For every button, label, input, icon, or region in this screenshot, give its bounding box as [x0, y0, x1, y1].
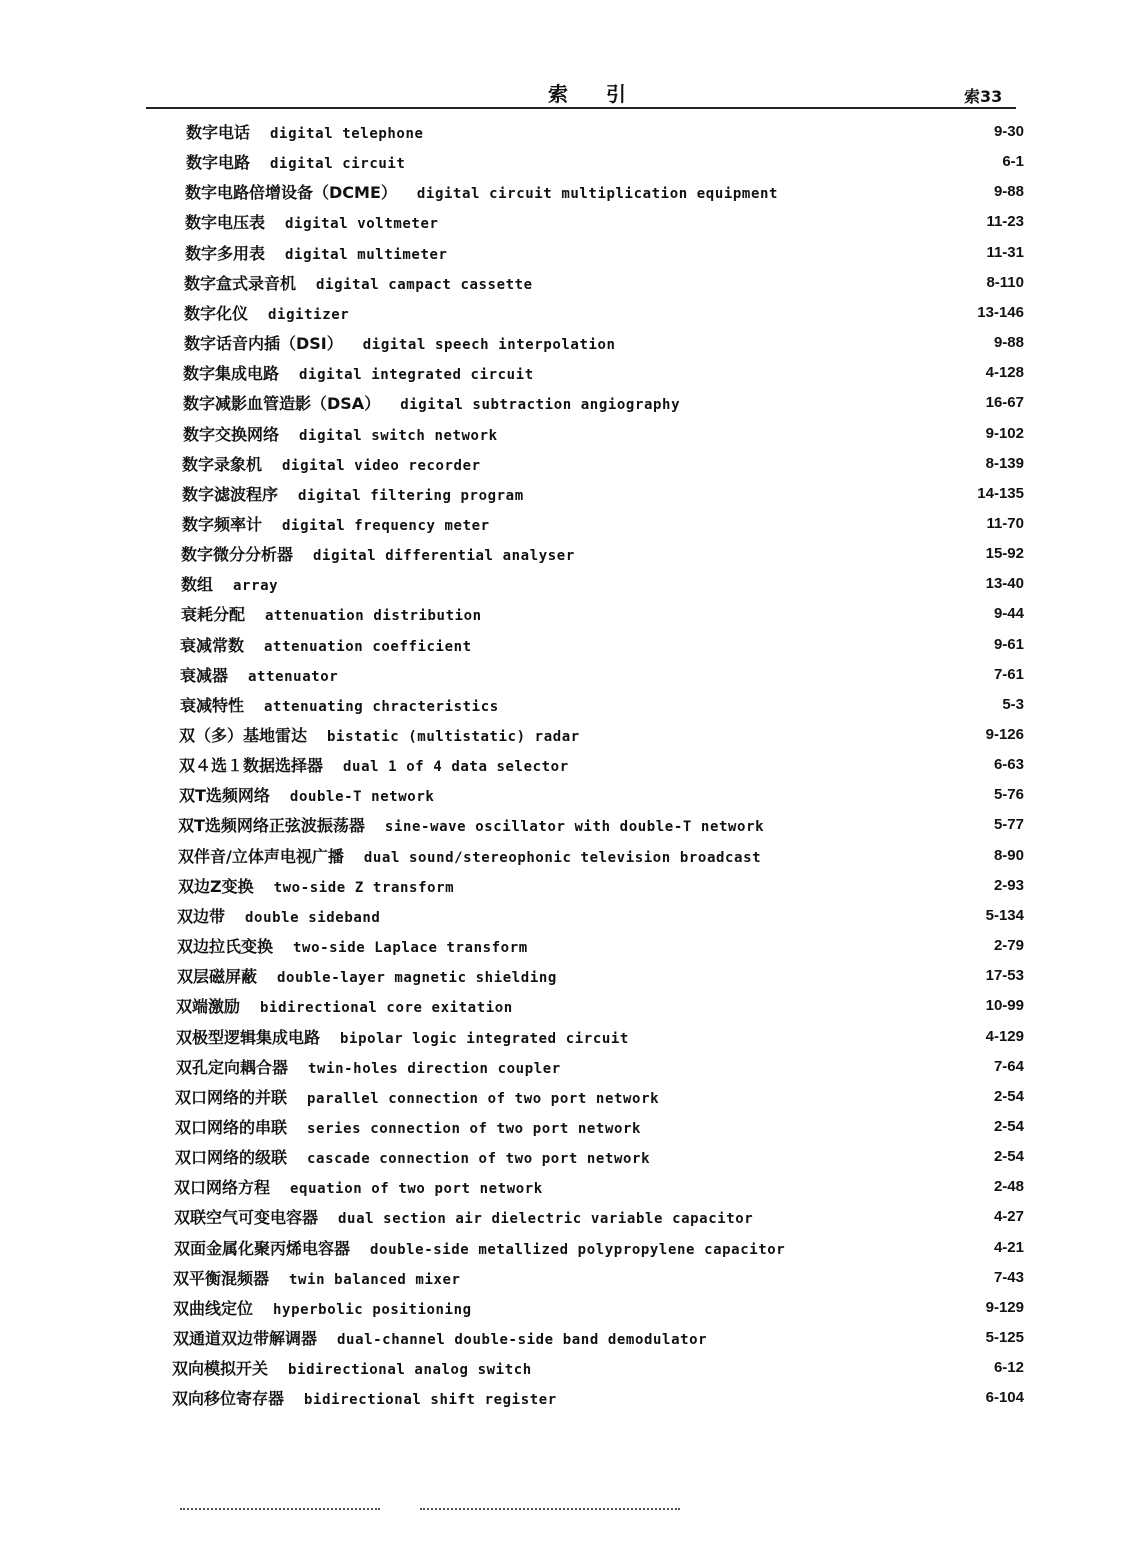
entry-page-reference: 9-61	[993, 636, 1024, 653]
footer-divider	[420, 1508, 680, 1511]
entry-english-term: attenuation distribution	[265, 608, 482, 624]
entry-page-reference: 15-92	[985, 545, 1024, 562]
entry-english-term: attenuation coefficient	[264, 639, 472, 655]
entry-page-reference: 2-48	[993, 1178, 1024, 1195]
entry-page-reference: 8-90	[993, 847, 1024, 864]
index-entry	[174, 1236, 785, 1262]
entry-english-term: bidirectional analog switch	[288, 1362, 532, 1378]
index-entry	[180, 633, 472, 659]
index-entry	[183, 361, 534, 387]
index-entry	[185, 210, 439, 236]
index-entry	[186, 150, 405, 176]
entry-page-reference: 8-110	[986, 274, 1024, 291]
entry-english-term: dual section air dielectric variable capacitor	[338, 1211, 754, 1227]
entry-chinese-term: 数字减影血管造影（DSA）	[183, 394, 381, 413]
entry-chinese-term: 双口网络的并联	[175, 1088, 288, 1107]
index-entry	[181, 602, 482, 628]
entry-page-reference: 6-63	[993, 756, 1024, 773]
index-entry	[177, 964, 557, 990]
entry-page-reference: 9-102	[985, 425, 1024, 442]
index-entry	[179, 753, 569, 779]
entry-page-reference: 5-77	[993, 816, 1024, 833]
index-entry	[179, 783, 434, 809]
entry-page-reference: 9-126	[985, 726, 1024, 743]
entry-chinese-term: 数字微分分析器	[181, 545, 294, 564]
entry-english-term: sine-wave oscillator with double-T network	[384, 819, 765, 835]
index-entry	[176, 1055, 561, 1081]
entry-english-term: digital subtraction angiography	[400, 397, 681, 413]
entry-page-reference: 4-27	[993, 1208, 1024, 1225]
entry-chinese-term: 双端激励	[176, 997, 241, 1016]
index-entry	[180, 663, 338, 689]
entry-page-reference: 17-53	[985, 967, 1024, 984]
entry-chinese-term: 数字频率计	[182, 515, 263, 534]
entry-chinese-term: 数字电压表	[185, 213, 266, 232]
entry-english-term: digital switch network	[299, 428, 498, 444]
entry-page-reference: 6-1	[1002, 153, 1024, 170]
entry-page-reference: 16-67	[985, 394, 1024, 411]
entry-page-reference: 13-40	[985, 575, 1024, 592]
entry-chinese-term: 双通道双边带解调器	[173, 1329, 318, 1348]
entry-chinese-term: 双向移位寄存器	[172, 1389, 285, 1408]
entry-english-term: digital speech interpolation	[362, 337, 616, 353]
entry-chinese-term: 双T选频网络正弦波振荡器	[178, 816, 365, 835]
entry-page-reference: 11-70	[986, 515, 1024, 532]
entry-english-term: two-side Z transform	[273, 880, 455, 896]
entry-chinese-term: 数字化仪	[184, 304, 249, 323]
entry-page-reference: 2-54	[993, 1118, 1024, 1135]
entry-english-term: digital filtering program	[298, 488, 524, 504]
entry-page-reference: 9-30	[993, 123, 1024, 140]
entry-page-reference: 9-44	[993, 605, 1024, 622]
entry-page-reference: 11-23	[986, 213, 1024, 230]
entry-page-reference: 9-88	[993, 183, 1024, 200]
index-entry	[183, 422, 498, 448]
index-entry	[173, 1266, 461, 1292]
index-entry	[178, 813, 764, 839]
entry-chinese-term: 数字盒式录音机	[184, 274, 297, 293]
entry-chinese-term: 数字集成电路	[183, 364, 280, 383]
entry-english-term: bipolar logic integrated circuit	[340, 1031, 629, 1047]
index-entry	[172, 1386, 557, 1412]
entry-page-reference: 11-31	[986, 244, 1024, 261]
index-entry	[175, 1085, 659, 1111]
entry-chinese-term: 双边Z变换	[178, 877, 254, 896]
index-entry	[184, 301, 349, 327]
index-entry	[185, 180, 778, 206]
entry-page-reference: 7-61	[993, 666, 1024, 683]
entry-chinese-term: 数字电路倍增设备（DCME）	[185, 183, 397, 202]
index-entry	[177, 904, 380, 930]
index-entry	[177, 934, 528, 960]
entry-english-term: digital telephone	[270, 126, 424, 142]
entry-english-term: digital circuit multiplication equipment	[416, 186, 779, 202]
entry-page-reference: 5-76	[993, 786, 1024, 803]
entry-page-reference: 7-43	[993, 1269, 1024, 1286]
entry-chinese-term: 数字多用表	[185, 244, 266, 263]
entry-page-reference: 2-54	[993, 1088, 1024, 1105]
entry-english-term: double-side metallized polypropylene capacitor	[370, 1242, 786, 1258]
index-entry	[184, 331, 616, 357]
index-entry	[173, 1296, 472, 1322]
entry-page-reference: 9-129	[985, 1299, 1024, 1316]
index-entry	[178, 874, 454, 900]
entry-english-term: two-side Laplace transform	[293, 940, 528, 956]
entry-chinese-term: 双平衡混频器	[173, 1269, 270, 1288]
index-entry	[176, 1025, 629, 1051]
entry-chinese-term: 双边拉氏变换	[177, 937, 274, 956]
entry-chinese-term: 双孔定向耦合器	[176, 1058, 289, 1077]
index-entry	[178, 844, 761, 870]
entry-page-reference: 10-99	[985, 997, 1024, 1014]
entry-chinese-term: 数字录象机	[182, 455, 263, 474]
entry-english-term: double-layer magnetic shielding	[277, 970, 557, 986]
index-entry	[180, 693, 499, 719]
entry-chinese-term: 衰减器	[180, 666, 229, 685]
entry-chinese-term: 双口网络的级联	[175, 1148, 288, 1167]
index-entry	[179, 723, 580, 749]
entry-english-term: double-T network	[289, 789, 435, 805]
footer-divider	[180, 1508, 380, 1511]
index-entry	[174, 1175, 543, 1201]
entry-page-reference: 2-79	[993, 937, 1024, 954]
entry-chinese-term: 数字滤波程序	[182, 485, 279, 504]
entry-english-term: attenuator	[248, 669, 339, 685]
entry-page-reference: 4-21	[993, 1239, 1024, 1256]
entry-chinese-term: 数字电路	[186, 153, 251, 172]
entry-chinese-term: 衰减特性	[180, 696, 245, 715]
entry-page-reference: 14-135	[977, 485, 1024, 502]
index-entry	[182, 512, 490, 538]
entry-english-term: series connection of two port network	[307, 1121, 642, 1137]
entry-english-term: twin-holes direction coupler	[308, 1061, 561, 1077]
entry-chinese-term: 双T选频网络	[179, 786, 270, 805]
entry-chinese-term: 双向模拟开关	[172, 1359, 269, 1378]
entry-chinese-term: 双口网络的串联	[175, 1118, 288, 1137]
entry-english-term: bidirectional shift register	[304, 1392, 557, 1408]
index-entry	[173, 1326, 707, 1352]
entry-chinese-term: 数字交换网络	[183, 425, 280, 444]
entry-english-term: bistatic (multistatic) radar	[327, 729, 580, 745]
entry-page-reference: 6-12	[993, 1359, 1024, 1376]
entry-english-term: digital circuit	[270, 156, 406, 172]
entry-english-term: digitizer	[268, 307, 350, 323]
entry-chinese-term: 双边带	[177, 907, 226, 926]
entry-page-reference: 5-3	[1002, 696, 1024, 713]
entry-english-term: double sideband	[245, 910, 381, 926]
index-entry	[175, 1115, 641, 1141]
index-entry	[176, 994, 513, 1020]
entry-page-reference: 2-54	[993, 1148, 1024, 1165]
entry-english-term: digital video recorder	[282, 458, 481, 474]
index-entry	[182, 482, 524, 508]
entry-chinese-term: 双（多）基地雷达	[179, 726, 308, 745]
entry-english-term: digital integrated circuit	[299, 367, 534, 383]
entry-chinese-term: 双口网络方程	[174, 1178, 271, 1197]
entry-chinese-term: 双面金属化聚丙烯电容器	[174, 1239, 351, 1258]
index-entry	[181, 572, 278, 598]
entry-page-reference: 7-64	[993, 1058, 1024, 1075]
header-divider	[146, 107, 1016, 109]
index-entry	[172, 1356, 532, 1382]
page-number: 索33	[964, 87, 1003, 106]
entry-english-term: digital frequency meter	[282, 518, 490, 534]
entry-chinese-term: 数组	[181, 575, 214, 594]
entry-english-term: equation of two port network	[290, 1181, 543, 1197]
index-entry	[184, 271, 533, 297]
entry-english-term: digital campact cassette	[316, 277, 533, 293]
entry-page-reference: 9-88	[993, 334, 1024, 351]
entry-page-reference: 6-104	[985, 1389, 1024, 1406]
entry-english-term: dual-channel double-side band demodulator	[337, 1332, 708, 1348]
index-entry	[186, 120, 424, 146]
entry-english-term: attenuating chracteristics	[264, 699, 499, 715]
entry-page-reference: 8-139	[985, 455, 1024, 472]
index-entry	[174, 1205, 753, 1231]
index-entry	[175, 1145, 650, 1171]
entry-page-reference: 5-134	[985, 907, 1024, 924]
entry-english-term: cascade connection of two port network	[307, 1151, 651, 1167]
entry-english-term: hyperbolic positioning	[273, 1302, 472, 1318]
index-entry	[181, 542, 575, 568]
entry-chinese-term: 衰耗分配	[181, 605, 246, 624]
entry-page-reference: 2-93	[993, 877, 1024, 894]
entry-page-reference: 4-128	[985, 364, 1024, 381]
entry-chinese-term: 双联空气可变电容器	[174, 1208, 319, 1227]
entry-chinese-term: 双４选１数据选择器	[179, 756, 324, 775]
entry-chinese-term: 双极型逻辑集成电路	[176, 1028, 321, 1047]
entry-english-term: digital multimeter	[285, 247, 448, 263]
entry-english-term: dual 1 of 4 data selector	[343, 759, 569, 775]
entry-chinese-term: 数字电话	[186, 123, 251, 142]
entry-page-reference: 4-129	[985, 1028, 1024, 1045]
page-title: 索引	[548, 82, 664, 106]
index-entry	[185, 241, 448, 267]
index-entry	[182, 452, 481, 478]
entry-english-term: dual sound/stereophonic television broadcast	[363, 850, 762, 866]
entry-page-reference: 5-125	[985, 1329, 1024, 1346]
entry-english-term: digital differential analyser	[313, 548, 575, 564]
entry-english-term: twin balanced mixer	[289, 1272, 461, 1288]
entry-page-reference: 13-146	[977, 304, 1024, 321]
entry-chinese-term: 双伴音/立体声电视广播	[178, 847, 344, 866]
entry-english-term: digital voltmeter	[285, 216, 439, 232]
entry-english-term: array	[233, 578, 279, 594]
entry-chinese-term: 双曲线定位	[173, 1299, 254, 1318]
index-entry	[183, 391, 680, 417]
entry-english-term: parallel connection of two port network	[307, 1091, 660, 1107]
entry-english-term: bidirectional core exitation	[260, 1000, 513, 1016]
entry-chinese-term: 衰减常数	[180, 636, 245, 655]
entry-chinese-term: 数字话音内插（DSI）	[184, 334, 343, 353]
entry-chinese-term: 双层磁屏蔽	[177, 967, 258, 986]
